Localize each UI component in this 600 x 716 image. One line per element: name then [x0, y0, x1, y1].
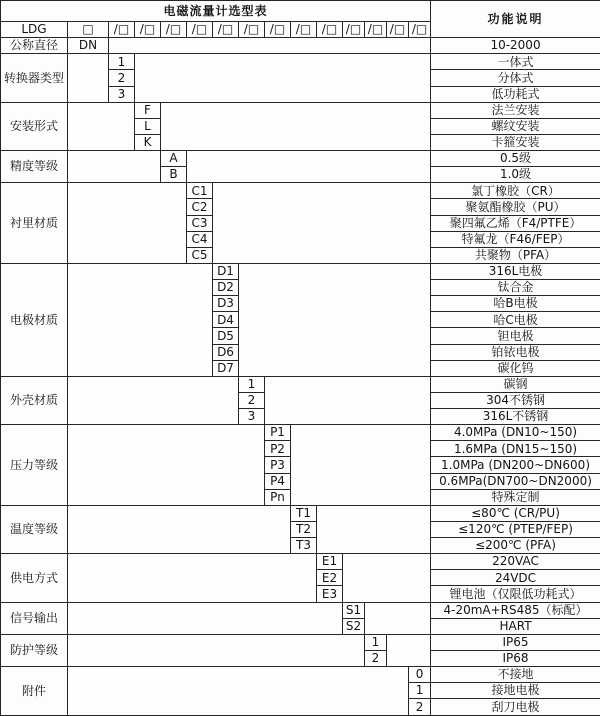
function-cell: 钛合金: [431, 280, 600, 296]
code-cell: D1: [213, 263, 239, 279]
code-cell: C3: [187, 215, 213, 231]
function-cell: 24VDC: [431, 570, 600, 586]
function-cell: 特氟龙（F46/FEP）: [431, 231, 600, 247]
function-column-header: 功能说明: [431, 1, 600, 38]
code-cell: 1: [239, 376, 265, 392]
code-cell-dn: DN: [68, 38, 109, 54]
spacer-cell: [317, 505, 431, 553]
function-cell: ≤120℃ (PTEP/FEP): [431, 521, 600, 537]
model-slot-box: /□: [265, 22, 291, 38]
function-cell: 聚氨酯橡胶（PU）: [431, 199, 600, 215]
code-cell: 2: [409, 699, 431, 716]
spacer-cell: [239, 263, 431, 376]
code-cell: S1: [343, 602, 365, 618]
model-slot-box: /□: [109, 22, 135, 38]
model-prefix: LDG: [1, 22, 68, 38]
code-cell: D4: [213, 312, 239, 328]
section-label-dn: 公称直径: [1, 38, 68, 54]
section-label-signal: 信号输出: [1, 602, 68, 634]
spacer-cell: [68, 151, 161, 183]
spacer-cell: [68, 634, 365, 666]
code-cell: P3: [265, 457, 291, 473]
code-cell: C5: [187, 247, 213, 263]
function-cell: 不接地: [431, 667, 600, 683]
function-cell: 4-20mA+RS485（标配）: [431, 602, 600, 618]
model-slot-box: /□: [213, 22, 239, 38]
code-cell: 3: [109, 86, 135, 102]
function-cell: 共聚物（PFA）: [431, 247, 600, 263]
code-cell: D3: [213, 296, 239, 312]
code-cell: S2: [343, 618, 365, 634]
function-cell: 1.6MPa (DN15~150): [431, 441, 600, 457]
model-slot-box: /□: [317, 22, 343, 38]
code-cell: D5: [213, 328, 239, 344]
function-cell: HART: [431, 618, 600, 634]
function-cell: 螺纹安装: [431, 118, 600, 134]
spacer-cell: [68, 554, 317, 602]
function-cell: 法兰安装: [431, 102, 600, 118]
model-slot-box: /□: [135, 22, 161, 38]
function-cell: 碳化钨: [431, 360, 600, 376]
spacer-cell: [68, 505, 291, 553]
spacer-cell: [68, 376, 239, 424]
spacer-cell: [68, 263, 213, 376]
function-cell: IP65: [431, 634, 600, 650]
spacer-cell: [387, 634, 431, 666]
section-label-converter: 转换器类型: [1, 54, 68, 102]
section-label-mounting: 安装形式: [1, 102, 68, 150]
spacer-cell: [265, 376, 431, 424]
code-cell: E1: [317, 554, 343, 570]
section-label-protection: 防护等级: [1, 634, 68, 666]
spacer-cell: [365, 602, 431, 634]
section-label-pressure: 压力等级: [1, 425, 68, 506]
code-cell: P2: [265, 441, 291, 457]
model-slot-box: /□: [187, 22, 213, 38]
spacer-cell: [187, 151, 431, 183]
spacer-cell: [343, 554, 431, 602]
code-cell: T2: [291, 521, 317, 537]
code-cell: Pn: [265, 489, 291, 505]
code-cell: L: [135, 118, 161, 134]
function-cell: 分体式: [431, 70, 600, 86]
code-cell: D7: [213, 360, 239, 376]
section-label-accuracy: 精度等级: [1, 151, 68, 183]
function-cell: 0.6MPa(DN700~DN2000): [431, 473, 600, 489]
spacer-cell: [161, 102, 431, 150]
code-cell: D6: [213, 344, 239, 360]
code-cell: K: [135, 134, 161, 150]
code-cell: 0: [409, 667, 431, 683]
function-cell: IP68: [431, 650, 600, 666]
model-slot-box: /□: [291, 22, 317, 38]
code-cell: P1: [265, 425, 291, 441]
spacer-cell: [109, 38, 431, 54]
code-cell: 1: [409, 683, 431, 699]
section-label-lining: 衬里材质: [1, 183, 68, 264]
spacer-cell: [213, 183, 431, 264]
function-cell: 特殊定制: [431, 489, 600, 505]
code-cell: 1: [109, 54, 135, 70]
spacer-cell: [135, 54, 431, 102]
section-label-accessory: 附件: [1, 667, 68, 716]
model-base-box: □: [68, 22, 109, 38]
function-cell: 刮刀电极: [431, 699, 600, 716]
function-cell: 卡箍安装: [431, 134, 600, 150]
table-title: 电磁流量计选型表: [1, 1, 431, 22]
function-cell: 1.0级: [431, 167, 600, 183]
code-cell: C2: [187, 199, 213, 215]
code-cell: 1: [365, 634, 387, 650]
code-cell: A: [161, 151, 187, 167]
spacer-cell: [68, 183, 187, 264]
function-cell: 哈B电极: [431, 296, 600, 312]
function-cell: 低功耗式: [431, 86, 600, 102]
function-cell: 316L电极: [431, 263, 600, 279]
code-cell: 2: [365, 650, 387, 666]
function-cell: 钽电极: [431, 328, 600, 344]
function-cell: 氯丁橡胶（CR）: [431, 183, 600, 199]
function-cell: 哈C电极: [431, 312, 600, 328]
code-cell: 2: [109, 70, 135, 86]
code-cell: C4: [187, 231, 213, 247]
function-cell: 1.0MPa (DN200~DN600): [431, 457, 600, 473]
function-cell: 304不锈钢: [431, 392, 600, 408]
function-cell: 316L不锈钢: [431, 409, 600, 425]
function-cell: ≤80℃ (CR/PU): [431, 505, 600, 521]
spacer-cell: [68, 602, 343, 634]
function-cell: ≤200℃ (PFA): [431, 538, 600, 554]
model-slot-box: /□: [365, 22, 387, 38]
code-cell: T3: [291, 538, 317, 554]
code-cell: D2: [213, 280, 239, 296]
code-cell: B: [161, 167, 187, 183]
function-cell: 碳钢: [431, 376, 600, 392]
spacer-cell: [68, 425, 265, 506]
model-slot-box: /□: [343, 22, 365, 38]
function-cell: 接地电极: [431, 683, 600, 699]
function-cell: 铂铱电极: [431, 344, 600, 360]
code-cell: T1: [291, 505, 317, 521]
model-slot-box: /□: [239, 22, 265, 38]
code-cell: E2: [317, 570, 343, 586]
model-slot-box: /□: [387, 22, 409, 38]
spacer-cell: [68, 102, 135, 150]
function-cell: 聚四氟乙烯（F4/PTFE）: [431, 215, 600, 231]
spacer-cell: [68, 667, 409, 716]
function-cell: 锂电池（仅限低功耗式）: [431, 586, 600, 602]
section-label-housing: 外壳材质: [1, 376, 68, 424]
code-cell: F: [135, 102, 161, 118]
code-cell: P4: [265, 473, 291, 489]
section-label-electrode: 电极材质: [1, 263, 68, 376]
function-cell: 220VAC: [431, 554, 600, 570]
function-cell: 0.5级: [431, 151, 600, 167]
spacer-cell: [68, 54, 109, 102]
code-cell: E3: [317, 586, 343, 602]
code-cell: 3: [239, 409, 265, 425]
model-slot-box: /□: [409, 22, 431, 38]
function-cell: 一体式: [431, 54, 600, 70]
section-label-power: 供电方式: [1, 554, 68, 602]
function-cell: 4.0MPa (DN10~150): [431, 425, 600, 441]
code-cell: 2: [239, 392, 265, 408]
code-cell: C1: [187, 183, 213, 199]
spacer-cell: [291, 425, 431, 506]
function-cell: 10-2000: [431, 38, 600, 54]
section-label-temperature: 温度等级: [1, 505, 68, 553]
model-slot-box: /□: [161, 22, 187, 38]
